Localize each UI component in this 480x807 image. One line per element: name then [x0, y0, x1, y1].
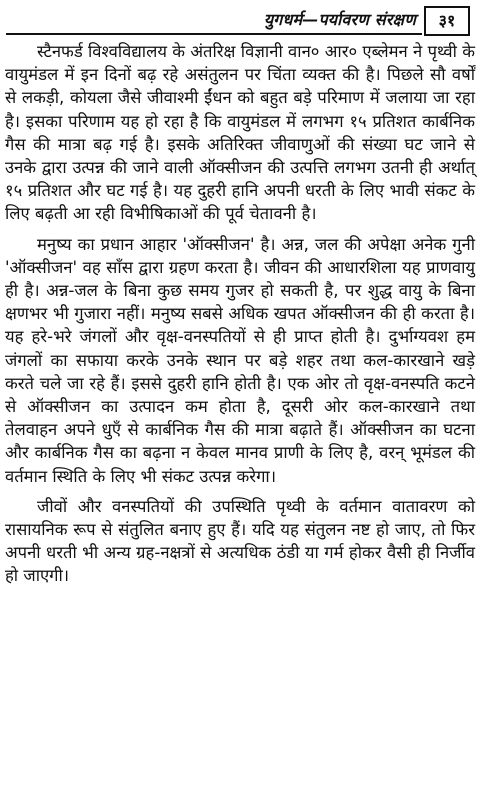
- running-header: [0, 6, 474, 34]
- running-header-title: युगधर्म—पर्यावरण संरक्षण: [263, 10, 416, 29]
- header-rule: [6, 33, 422, 35]
- paragraph-2: मनुष्य का प्रधान आहार 'ऑक्सीजन' है। अन्न, जल की अपेक्षा अनेक गुनी 'ऑक्सीजन' वह साँस द्वारा ग्रहण करता है। जीवन की आधारशिला यह प्राणवायु ही है। अन्न-जल के बिना कुछ समय गुजर हो सकती है, पर शुद्ध वायु के बिना क्षणभर भी गुजारा नहीं। मनुष्य सबसे अधिक खपत ऑक्सीजन की ही करता है। यह हरे-भरे जंगलों और वृक्ष-वनस्पतियों से ही प्राप्त होती है। दुर्भाग्यवश हम जंगलों का सफाया करके उनके स्थान पर बड़े शहर तथा कल-कारखाने खड़े करते चले जा रहे हैं। इससे दुहरी हानि होती है। एक ओर तो वृक्ष-वनस्पति कटने से ऑक्सीजन का उत्पादन कम होता है, दूसरी ओर कल-कारखाने तथा तेलवाहन अपने धुएँ से कार्बनिक गैस की मात्रा बढ़ाते हैं। ऑक्सीजन का घटना और कार्बनिक गैस का बढ़ना न केवल मानव प्राणी के लिए है, वरन् भूमंडल की वर्तमान स्थिति के लिए भी संकट उत्पन्न करेगा।: [5, 234, 475, 486]
- paragraph-1: स्टैनफर्ड विश्वविद्यालय के अंतरिक्ष विज्ञानी वान० आर० एब्लेमन ने पृथ्वी के वायुमंडल में इन दिनों बढ़ रहे असंतुलन पर चिंता व्यक्त की है। पिछले सौ वर्षों से लकड़ी, कोयला जैसे जीवाश्मी ईंधन को बहुत बड़े परिमाण में जलाया जा रहा है। इसका परिणाम यह हो रहा है कि वायुमंडल में लगभग १५ प्रतिशत कार्बनिक गैस की मात्रा बढ़ गई है। इसके अतिरिक्त जीवाणुओं की संख्या घट जाने से उनके द्वारा उत्पन्न की जाने वाली ऑक्सीजन की उत्पत्ति लगभग उतनी ही अर्थात् १५ प्रतिशत और घट गई है। यह दुहरी हानि अपनी धरती के लिए भावी संकट के लिए बढ़ती आ रही विभीषिकाओं की पूर्व चेतावनी है।: [5, 42, 475, 224]
- body-text: [5, 40, 475, 595]
- page-number: ३१: [424, 6, 470, 36]
- paragraph-3: जीवों और वनस्पतियों की उपस्थिति पृथ्वी के वर्तमान वातावरण को रासायनिक रूप से संतुलित बनाए हुए हैं। यदि यह संतुलन नष्ट हो जाए, तो फिर अपनी धरती भी अन्य ग्रह-नक्षत्रों से अत्यधिक ठंडी या गर्म होकर वैसी ही निर्जीव हो जाएगी।: [5, 496, 475, 586]
